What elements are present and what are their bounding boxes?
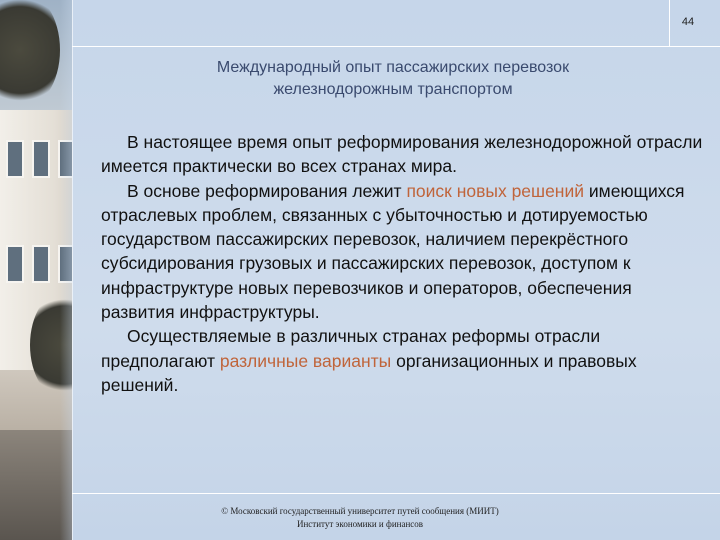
page-number-divider [669, 0, 670, 46]
paragraph: В настоящее время опыт реформирования железнодорожной отрасли имеется практически во всех странах мира. [101, 132, 703, 177]
header-divider [72, 46, 720, 47]
building-window [32, 140, 50, 178]
paragraph-text: В основе реформирования лежит [127, 180, 407, 201]
page-number: 44 [681, 16, 695, 28]
building-window [32, 245, 50, 283]
footer-divider [72, 493, 720, 494]
footer [170, 505, 550, 531]
highlighted-phrase: поиск новых решений [406, 180, 585, 201]
highlighted-phrase: различные варианты [219, 350, 392, 371]
paragraph-text: организационных и правовых решений. [101, 350, 637, 395]
paragraph-text: Осуществляемые в различных странах реформы отрасли предполагают [101, 326, 601, 371]
tree-canopy [0, 0, 60, 110]
panel-edge [72, 0, 73, 540]
building-window [6, 140, 24, 178]
paragraph [101, 179, 707, 325]
paragraph [101, 324, 707, 397]
footer-copyright: © Московский государственный университет путей сообщения (МИИТ) [221, 506, 499, 516]
slide-title-line: Международный опыт пассажирских перевозок [216, 59, 570, 76]
slide-title-line: железнодорожным транспортом [273, 81, 513, 98]
slide-body [101, 130, 707, 397]
slide-title [120, 57, 666, 101]
footer-institute: Институт экономики и финансов [296, 519, 424, 529]
paragraph-text: имеющихся отраслевых проблем, связанных с убыточностью и дотируемостью государством пассажирских перевозок, наличием перекрёстного субсидирования грузовых и пассажирских перевозок, доступом к инфраструктуре новых перевозчиков и операторов, обеспечения развития инфраструктуры. [101, 180, 685, 323]
building-window [6, 245, 24, 283]
